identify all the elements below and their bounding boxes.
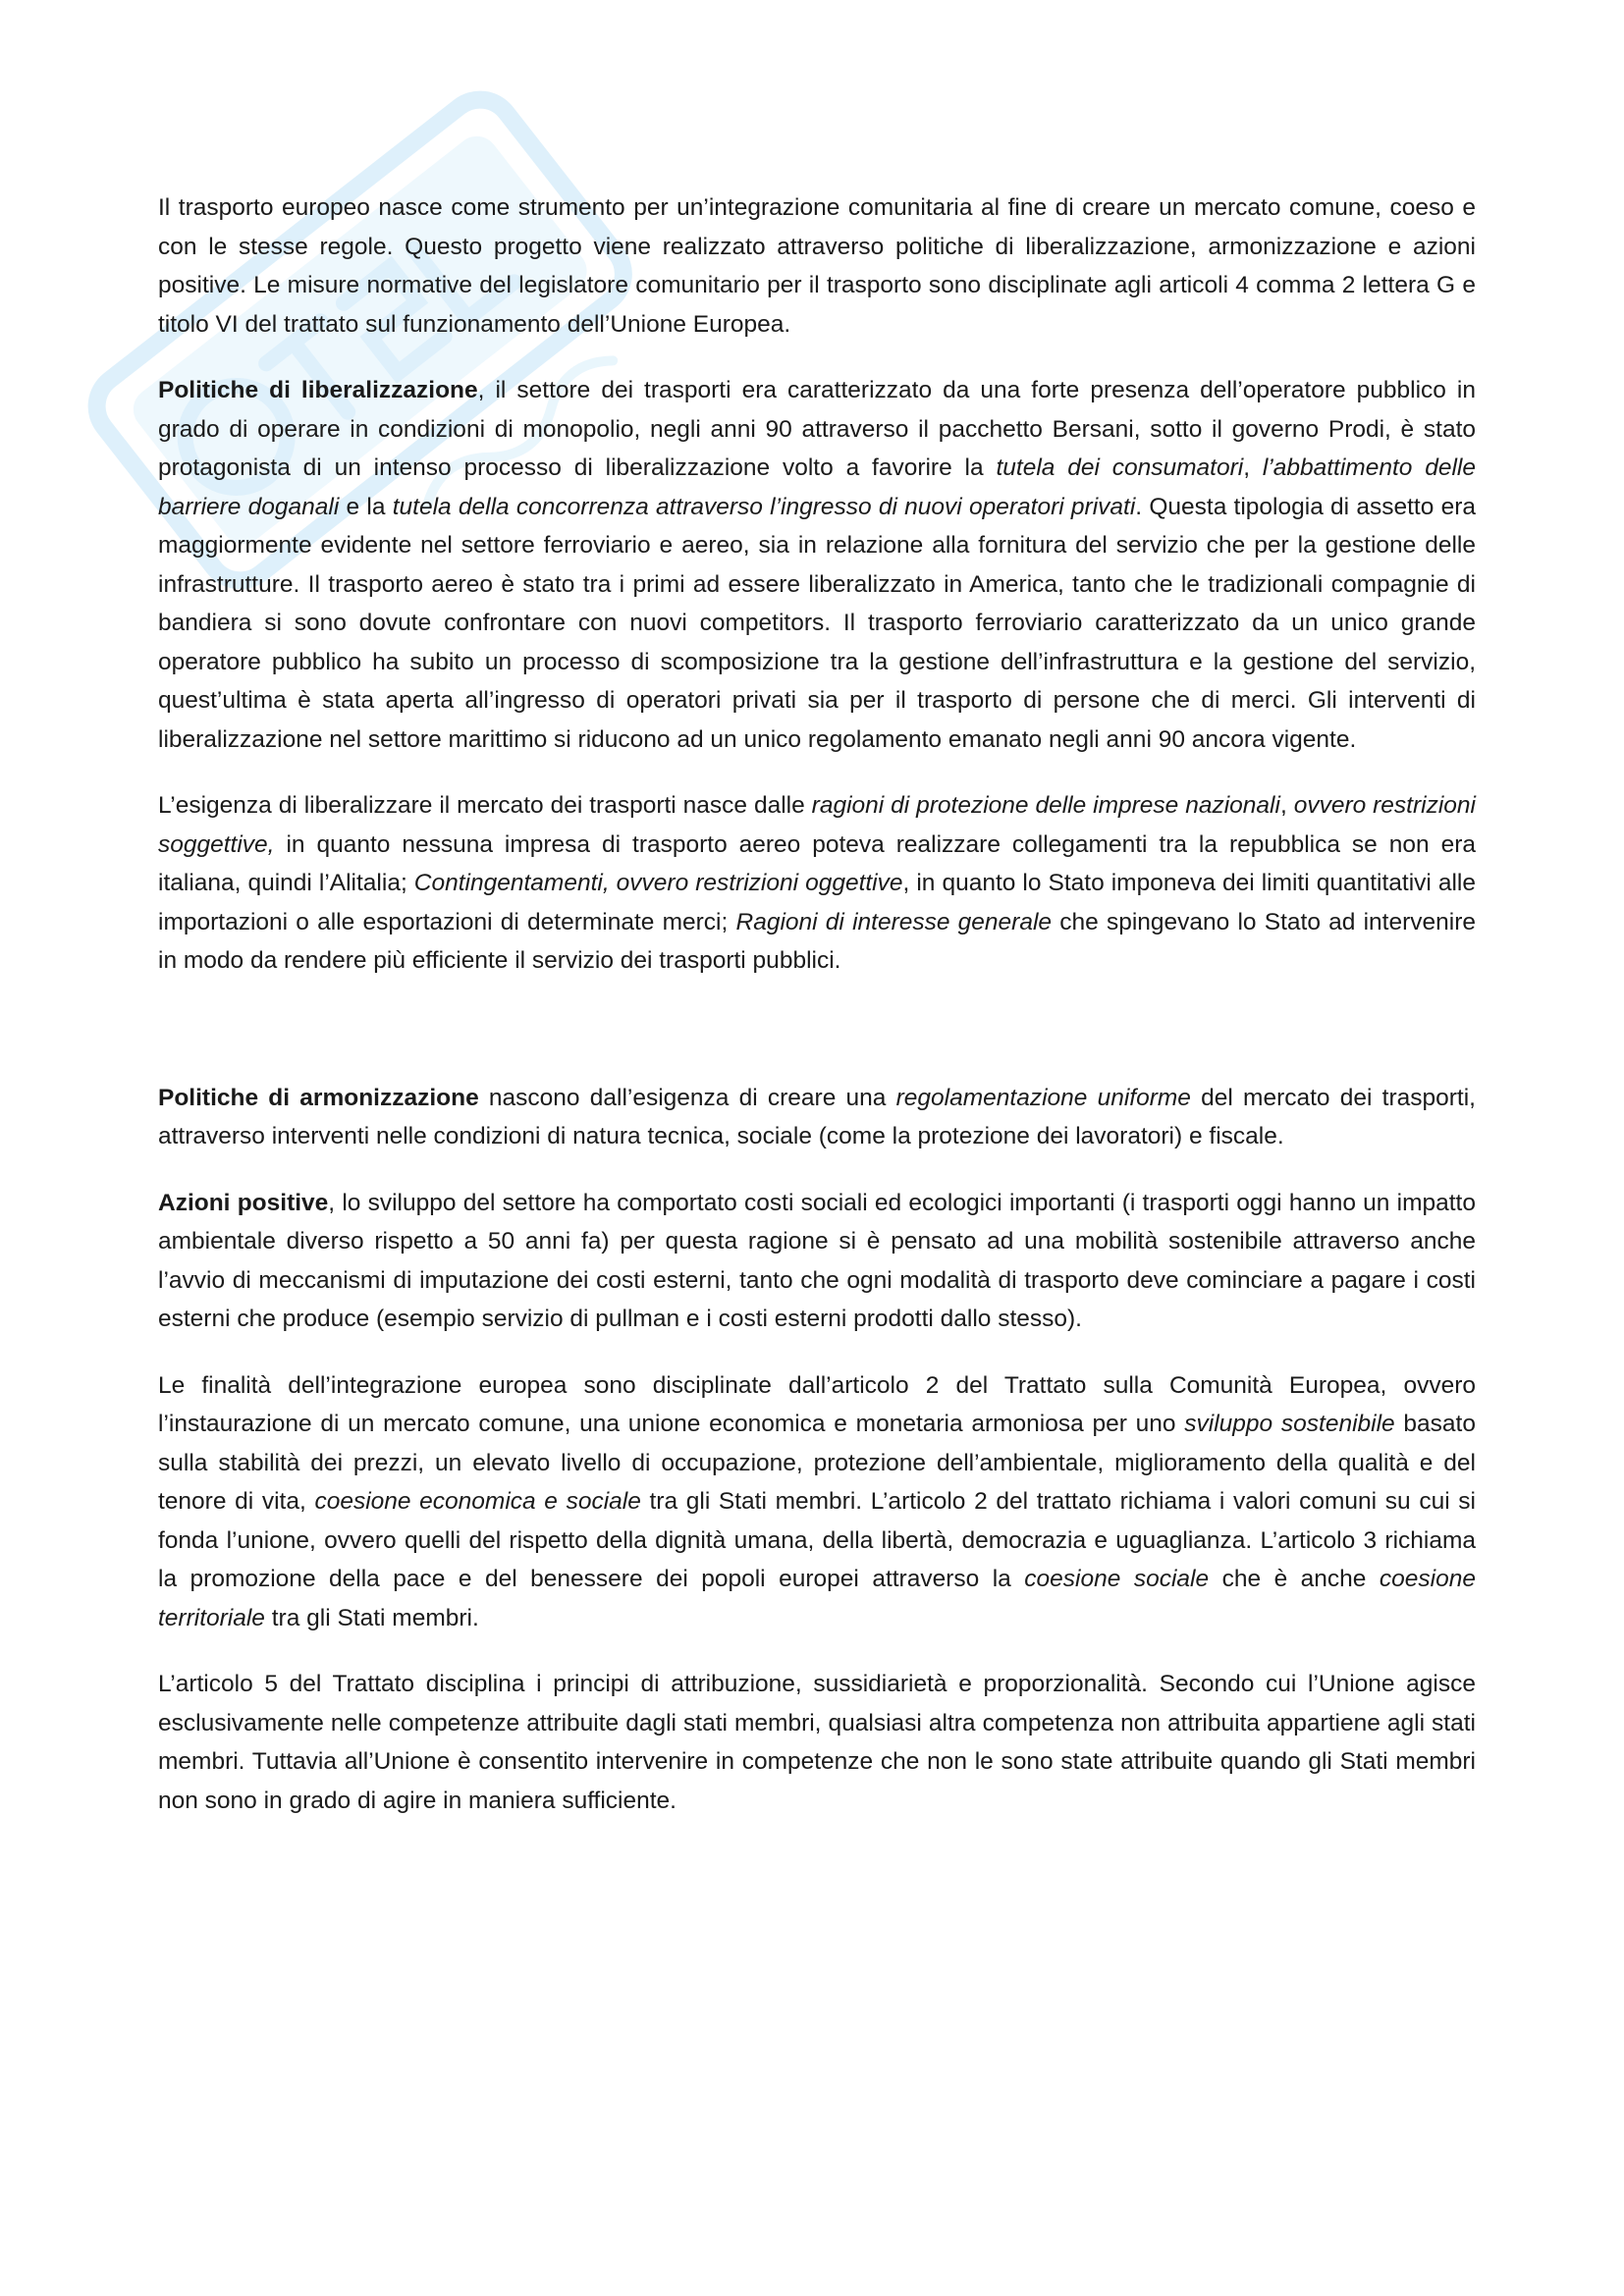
body-text: , il settore dei trasporti era caratterizzato da una forte presenza dell’operatore pubblico in grado di operare in condizioni di monopolio, negli anni 90 attraverso il pacchetto Bersani, sotto il governo Prodi, è stato protagonista di un intenso processo di liberalizzazione volto a favorire la xyxy=(158,377,1476,481)
body-text: basato sulla stabilità dei prezzi, un elevato livello di occupazione, protezione dell’ambientale, miglioramento della qualità e del tenore di vita, xyxy=(158,1411,1476,1515)
italic-text: tutela dei consumatori xyxy=(996,454,1244,481)
paragraph-spacer xyxy=(158,1008,1476,1079)
paragraph-p2 xyxy=(158,371,1476,759)
body-text: che spingevano lo Stato ad intervenire in modo da rendere più efficiente il servizio dei trasporti pubblici. xyxy=(158,908,1476,974)
paragraph-p3 xyxy=(158,786,1476,981)
italic-text: tutela della concorrenza attraverso l’ingresso di nuovi operatori privati xyxy=(392,493,1136,520)
body-text: tra gli Stati membri. L’articolo 2 del trattato richiama i valori comuni su cui si fonda l’unione, ovvero quelli del rispetto della dignità umana, della libertà, democrazia e uguaglianza. L’articolo 3 richiama la promozione della pace e del benessere dei popoli europei attraverso la xyxy=(158,1488,1476,1592)
italic-text: ragioni di protezione delle imprese nazionali xyxy=(811,792,1280,819)
body-text: , lo sviluppo del settore ha comportato costi sociali ed ecologici importanti (i trasporti oggi hanno un impatto ambientale diverso rispetto a 50 anni fa) per questa ragione si è pensato ad una mobilità sostenibile attraverso anche l’avvio di meccanismi di imputazione dei costi esterni, tanto che ogni modalità di trasporto deve cominciare a pagare i costi esterni che produce (esempio servizio di pullman e i costi esterni prodotti dallo stesso). xyxy=(158,1189,1476,1332)
bold-heading-text: Politiche di armonizzazione xyxy=(158,1084,479,1111)
body-text: L’articolo 5 del Trattato disciplina i principi di attribuzione, sussidiarietà e proporzionalità. Secondo cui l’Unione agisce esclusivamente nelle competenze attribuite dagli stati membri, qualsiasi altra competenza non attribuita appartiene agli stati membri. Tuttavia all’Unione è consentito intervenire in competenze che non le sono state attribuite quando gli Stati membri non sono in grado di agire in maniera sufficiente. xyxy=(158,1671,1476,1814)
bold-heading-text: Azioni positive xyxy=(158,1189,329,1216)
paragraph-p4 xyxy=(158,1079,1476,1156)
bold-heading-text: Politiche di liberalizzazione xyxy=(158,377,478,403)
italic-text: regolamentazione uniforme xyxy=(895,1084,1191,1111)
body-text: e la xyxy=(339,493,393,520)
paragraph-p5 xyxy=(158,1184,1476,1339)
body-text: tra gli Stati membri. xyxy=(264,1604,479,1631)
body-text: . Questa tipologia di assetto era maggiormente evidente nel settore ferroviario e aereo, sia in relazione alla fornitura del servizio che per la gestione delle infrastrutture. Il trasporto aereo è stato tra i primi ad essere liberalizzato in America, tanto che le tradizionali compagnie di bandiera si sono dovute confrontare con nuovi competitors. Il trasporto ferroviario caratterizzato da un unico grande operatore pubblico ha subito un processo di scomposizione tra la gestione dell’infrastruttura e la gestione del servizio, quest’ultima è stata aperta all’ingresso di operatori privati sia per il trasporto di persone che di merci. Gli interventi di liberalizzazione nel settore marittimo si riducono ad un unico regolamento emanato negli anni 90 ancora vigente. xyxy=(158,493,1477,753)
body-text: nascono dall’esigenza di creare una xyxy=(478,1084,896,1111)
body-text: L’esigenza di liberalizzare il mercato dei trasporti nasce dalle xyxy=(158,792,812,819)
body-text: che è anche xyxy=(1209,1566,1380,1592)
italic-text: coesione economica e sociale xyxy=(314,1488,641,1515)
italic-text: l’abbattimento delle barriere doganali xyxy=(158,454,1476,520)
italic-text: coesione territoriale xyxy=(158,1566,1476,1631)
paragraph-p1 xyxy=(158,188,1476,344)
body-text: Le finalità dell’integrazione europea sono disciplinate dall’articolo 2 del Trattato sulla Comunità Europea, ovvero l’instaurazione di un mercato comune, una unione economica e monetaria armoniosa per uno xyxy=(158,1371,1476,1437)
italic-text: sviluppo sostenibile xyxy=(1184,1411,1395,1437)
paragraph-p6 xyxy=(158,1366,1476,1638)
italic-text: coesione sociale xyxy=(1024,1566,1210,1592)
italic-text: ovvero restrizioni soggettive, xyxy=(158,792,1476,858)
body-text: Il trasporto europeo nasce come strumento per un’integrazione comunitaria al fine di creare un mercato comune, coeso e con le stesse regole. Questo progetto viene realizzato attraverso politiche di liberalizzazione, armonizzazione e azioni positive. Le misure normative del legislatore comunitario per il trasporto sono disciplinate agli articoli 4 comma 2 lettera G e titolo VI del trattato sul funzionamento dell’Unione Europea. xyxy=(158,194,1476,338)
body-text: , xyxy=(1243,454,1263,481)
italic-text: Contingentamenti, ovvero restrizioni oggettive xyxy=(413,870,903,896)
body-text: , in quanto lo Stato imponeva dei limiti quantitativi alle importazioni o alle esportazioni di determinate merci; xyxy=(158,870,1477,935)
body-text: del mercato dei trasporti, attraverso interventi nelle condizioni di natura tecnica, sociale (come la protezione dei lavoratori) e fiscale. xyxy=(158,1084,1476,1149)
document-page xyxy=(158,188,1476,1847)
body-text: , xyxy=(1279,792,1294,819)
italic-text: Ragioni di interesse generale xyxy=(735,908,1053,935)
body-text: in quanto nessuna impresa di trasporto aereo poteva realizzare collegamenti tra la repubblica se non era italiana, quindi l’Alitalia; xyxy=(158,830,1476,896)
paragraph-p7 xyxy=(158,1665,1476,1820)
